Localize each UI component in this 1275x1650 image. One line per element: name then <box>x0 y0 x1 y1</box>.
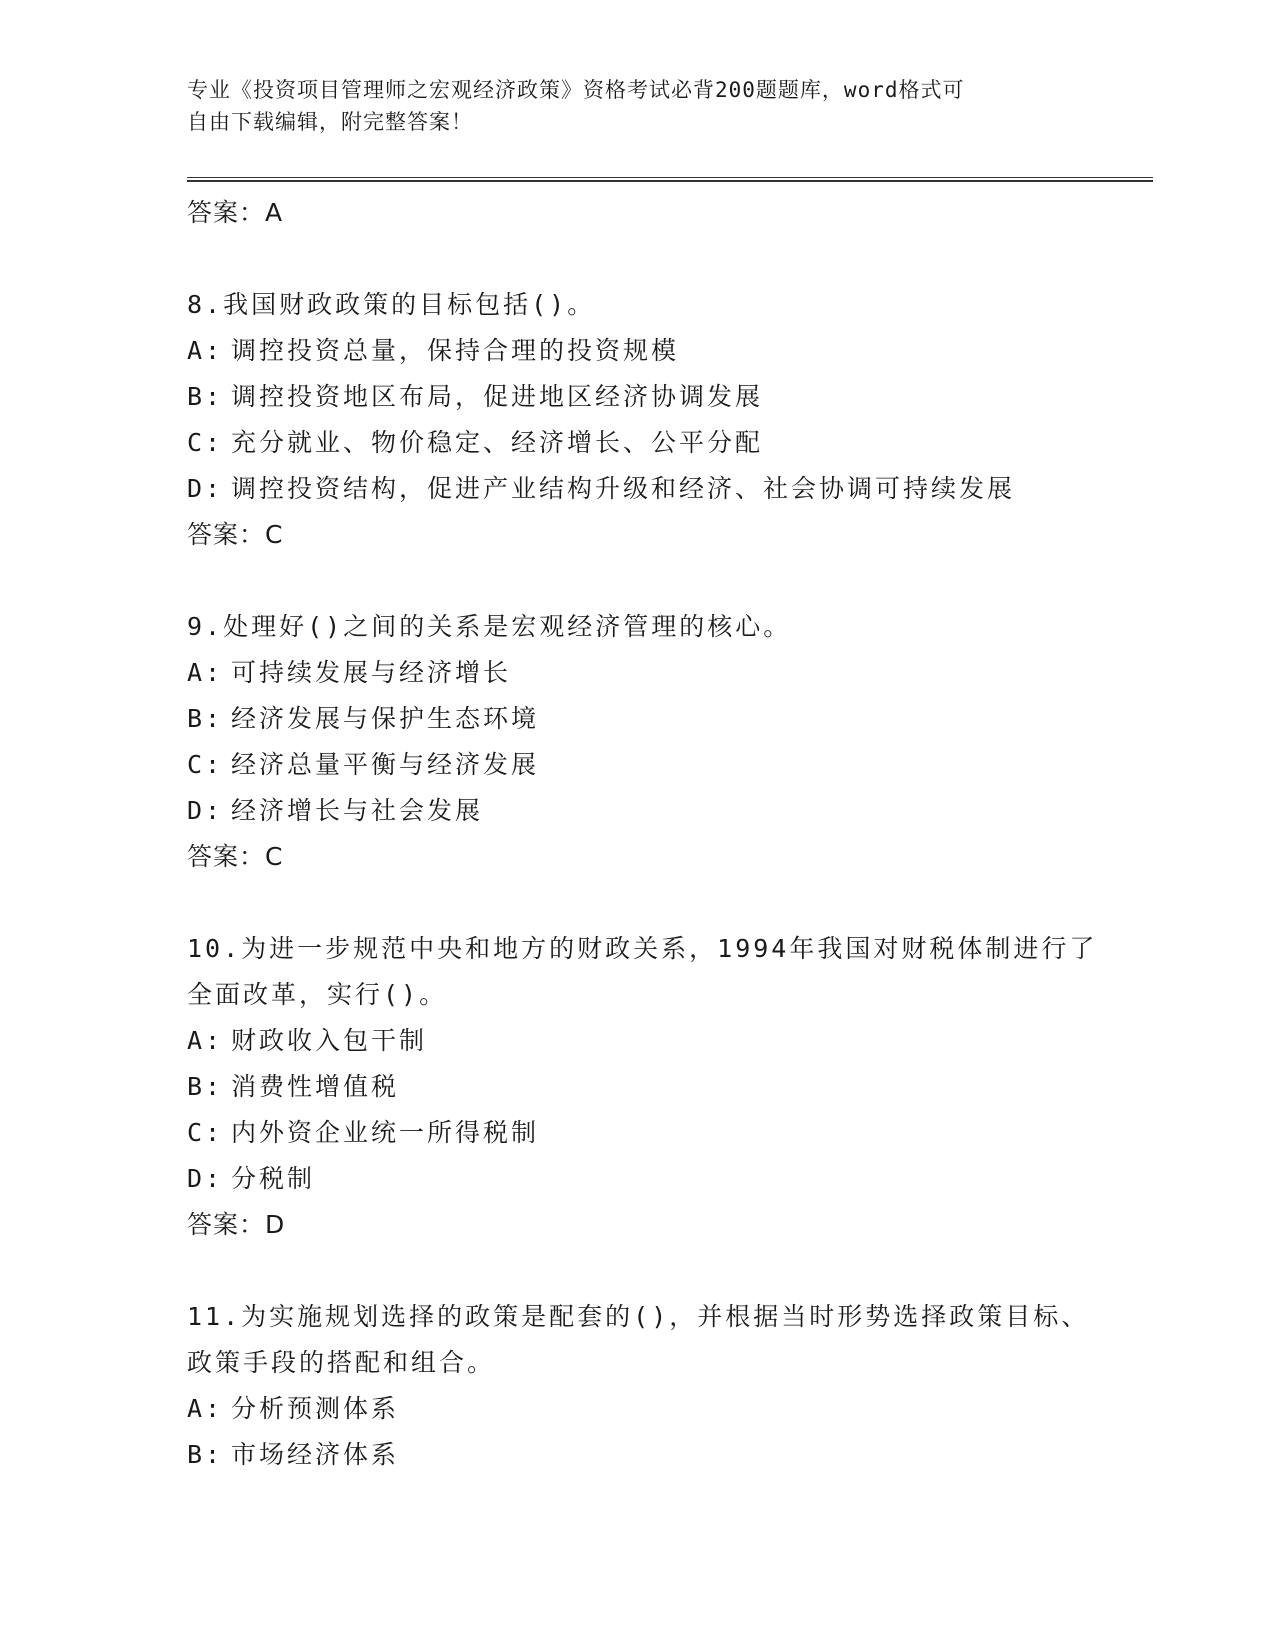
option-text: 经济增长与社会发展 <box>231 796 484 825</box>
option-text: 调控投资地区布局，促进地区经济协调发展 <box>231 382 764 411</box>
option-text: 市场经济体系 <box>231 1440 400 1469</box>
option-text: 经济总量平衡与经济发展 <box>231 750 540 779</box>
question-stem: 8.我国财政政策的目标包括()。 <box>187 290 596 319</box>
option-c <box>187 420 1107 466</box>
option-label: D: <box>187 796 224 825</box>
question-stem: 11.为实施规划选择的政策是配套的()，并根据当时形势选择政策目标、政策手段的搭配和组合。 <box>187 1302 1090 1377</box>
option-label: B: <box>187 1072 224 1101</box>
option-text: 充分就业、物价稳定、经济增长、公平分配 <box>231 428 764 457</box>
question-item <box>187 282 1107 558</box>
option-a <box>187 1018 1107 1064</box>
option-a <box>187 650 1107 696</box>
option-text: 内外资企业统一所得税制 <box>231 1118 540 1147</box>
option-label: B: <box>187 382 224 411</box>
header-line-2: 自由下载编辑，附完整答案！ <box>187 110 473 134</box>
option-label: C: <box>187 750 224 779</box>
option-text: 可持续发展与经济增长 <box>231 658 512 687</box>
option-a <box>187 328 1107 374</box>
option-c <box>187 1110 1107 1156</box>
option-d <box>187 466 1107 512</box>
option-b <box>187 696 1107 742</box>
question-item <box>187 926 1107 1248</box>
option-text: 调控投资结构，促进产业结构升级和经济、社会协调可持续发展 <box>231 474 1016 503</box>
option-text: 分税制 <box>231 1164 316 1193</box>
option-b <box>187 1064 1107 1110</box>
option-text: 经济发展与保护生态环境 <box>231 704 540 733</box>
option-b <box>187 374 1107 420</box>
document-header <box>187 74 1087 138</box>
answer-line: 答案：D <box>187 1210 286 1239</box>
option-text: 调控投资总量，保持合理的投资规模 <box>231 336 680 365</box>
option-c <box>187 742 1107 788</box>
option-a <box>187 1386 1107 1432</box>
option-text: 消费性增值税 <box>231 1072 400 1101</box>
option-label: C: <box>187 1118 224 1147</box>
answer-line: 答案：A <box>187 198 284 227</box>
answer-line: 答案：C <box>187 842 284 871</box>
option-text: 财政收入包干制 <box>231 1026 428 1055</box>
option-label: C: <box>187 428 224 457</box>
option-label: D: <box>187 1164 224 1193</box>
option-d <box>187 788 1107 834</box>
question-item <box>187 604 1107 880</box>
option-text: 分析预测体系 <box>231 1394 400 1423</box>
header-line-1: 专业《投资项目管理师之宏观经济政策》资格考试必背200题题库，word格式可 <box>187 78 965 102</box>
option-label: A: <box>187 336 224 365</box>
option-label: B: <box>187 704 224 733</box>
answer-line: 答案：C <box>187 520 284 549</box>
option-label: A: <box>187 658 224 687</box>
option-label: A: <box>187 1394 224 1423</box>
question-list <box>187 190 1107 1478</box>
option-label: A: <box>187 1026 224 1055</box>
question-stem: 10.为进一步规范中央和地方的财政关系，1994年我国对财税体制进行了全面改革，实行()。 <box>187 934 1098 1009</box>
question-stem: 9.处理好()之间的关系是宏观经济管理的核心。 <box>187 612 792 641</box>
header-divider <box>187 177 1153 182</box>
option-label: B: <box>187 1440 224 1469</box>
option-label: D: <box>187 474 224 503</box>
question-item <box>187 1294 1107 1478</box>
option-b <box>187 1432 1107 1478</box>
option-d <box>187 1156 1107 1202</box>
